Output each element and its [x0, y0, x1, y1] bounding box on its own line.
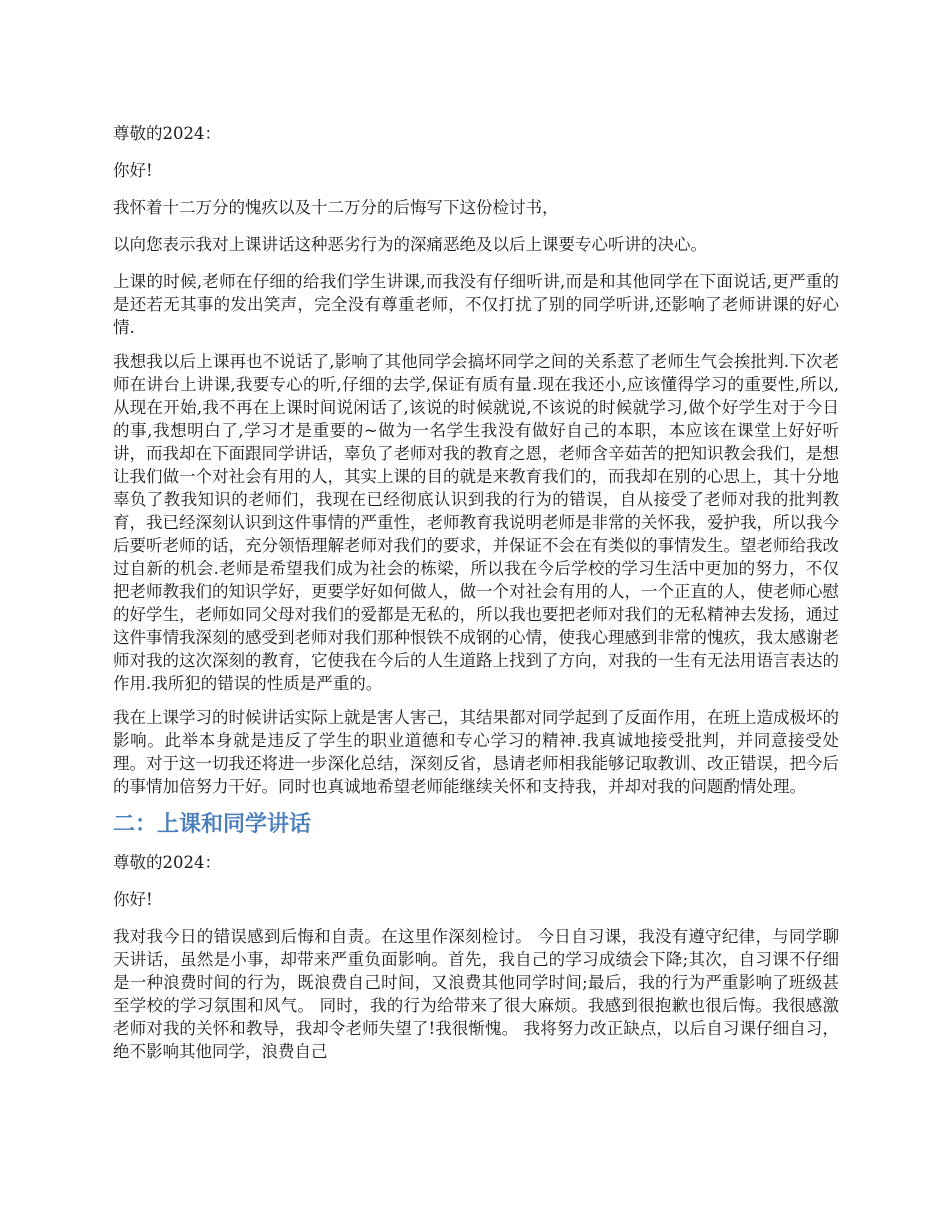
document-page — [113, 122, 839, 1074]
paragraph: 上课的时候,老师在仔细的给我们学生讲课,而我没有仔细听讲,而是和其他同学在下面说话,更严重的是还若无其事的发出笑声，完全没有尊重老师，不仅打扰了别的同学听讲,还影响了老师讲课的好心情. — [113, 272, 839, 337]
greeting: 你好! — [113, 890, 153, 909]
section-heading: 二：上课和同学讲话 — [113, 812, 312, 837]
paragraph: 我想我以后上课再也不说话了,影响了其他同学会搞坏同学之间的关系惹了老师生气会挨批判.下次老师在讲台上讲课,我要专心的听,仔细的去学,保证有质有量.现在我还小,应该懂得学习的重要性,所以,从现在开始,我不再在上课时间说闲话了,该说的时候就说,不该说的时候就学习,做个好学生对于今日的事,我想明白了,学习才是重要的~做为一名学生我没有做好自己的本职，本应该在课堂上好好听讲，而我却在下面跟同学讲话，辜负了老师对我的教育之恩，老师含辛茹苦的把知识教会我们，是想让我们做一个对社会有用的人，其实上课的目的就是来教育我们的，而我却在别的心思上，其十分地辜负了教我知识的老师们，我现在已经彻底认识到我的行为的错误，自从接受了老师对我的批判教育，我已经深刻认识到这件事情的严重性，老师教育我说明老师是非常的关怀我，爱护我，所以我今后要听老师的话，充分领悟理解老师对我们的要求，并保证不会在有类似的事情发生。望老师给我改过自新的机会.老师是希望我们成为社会的栋梁，所以我在今后学校的学习生活中更加的努力，不仅把老师教我们的知识学好，更要学好如何做人，做一个对社会有用的人，一个正直的人，使老师心慰的好学生，老师如同父母对我们的爱都是无私的，所以我也要把老师对我们的无私精神去发扬，通过这件事情我深刻的感受到老师对我们那种恨铁不成钢的心情，使我心理感到非常的愧疚，我太感谢老师对我的这次深刻的教育，它使我在今后的人生道路上找到了方向，对我的一生有无法用语言表达的作用.我所犯的错误的性质是严重的。 — [113, 352, 839, 693]
paragraph: 我怀着十二万分的愧疚以及十二万分的后悔写下这份检讨书， — [113, 198, 559, 217]
paragraph: 我对我今日的错误感到后悔和自责。在这里作深刻检讨。 今日自习课，我没有遵守纪律，与同学聊天讲话，虽然是小事，却带来严重负面影响。首先，我自己的学习成绩会下降;其次，自习课不仔细是一种浪费时间的行为，既浪费自己时间，又浪费其他同学时间;最后，我的行为严重影响了班级甚至学校的学习氛围和风气。 同时，我的行为给带来了很大麻烦。我感到很抱歉也很后悔。我很感激老师对我的关怀和教导，我却令老师失望了!我很惭愧。 我将努力改正缺点，以后自习课仔细自习，绝不影响其他同学，浪费自己 — [113, 927, 839, 1061]
salutation: 尊敬的2024： — [113, 124, 221, 143]
salutation: 尊敬的2024： — [113, 853, 221, 872]
paragraph: 我在上课学习的时候讲话实际上就是害人害己，其结果都对同学起到了反面作用，在班上造成极坏的影响。此举本身就是违反了学生的职业道德和专心学习的精神.我真诚地接受批判，并同意接受处理。对于这一切我还将进一步深化总结，深刻反省，恳请老师相我能够记取教训、改正错误，把今后的事情加倍努力干好。同时也真诚地希望老师能继续关怀和支持我，并却对我的问题酌情处理。 — [113, 708, 839, 796]
paragraph: 以向您表示我对上课讲话这种恶劣行为的深痛恶绝及以后上课要专心听讲的决心。 — [113, 235, 707, 254]
greeting: 你好! — [113, 161, 153, 180]
